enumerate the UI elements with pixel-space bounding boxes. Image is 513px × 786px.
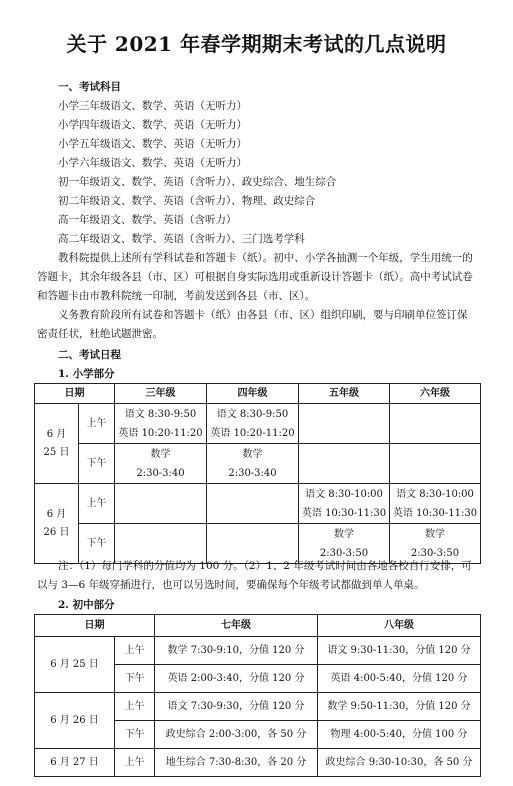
empty-cell bbox=[390, 444, 481, 484]
table-row bbox=[35, 749, 481, 777]
date-cell: 6 月 25 日 bbox=[35, 404, 79, 484]
middle-schedule-table bbox=[34, 614, 481, 777]
subheading-primary: 1. 小学部分 bbox=[58, 368, 115, 380]
schedule-cell: 政史综合 2:00-3:00，各 50 分 bbox=[155, 721, 318, 749]
date-cell: 6 月 27 日 bbox=[35, 749, 115, 777]
table-row bbox=[35, 693, 481, 721]
section-heading-schedule: 二、考试日程 bbox=[58, 349, 121, 361]
subject-item: 高二年级语文、数学、英语（含听力）、三门选考学科 bbox=[58, 233, 305, 245]
schedule-cell: 语文 8:30-10:00 英语 10:30-11:30 bbox=[390, 484, 481, 524]
section-heading-subjects: 一、考试科目 bbox=[58, 81, 121, 93]
subject-item: 高一年级语文、数学、英语（含听力） bbox=[58, 214, 237, 226]
date-cell: 6 月 26 日 bbox=[35, 693, 115, 749]
half-day-cell: 上午 bbox=[115, 637, 155, 665]
schedule-cell: 数学 7:30-9:10，分值 120 分 bbox=[155, 637, 318, 665]
table-row bbox=[35, 404, 481, 444]
subject-item: 初二年级语文、数学、英语（含听力）、物理、政史综合 bbox=[58, 195, 316, 207]
header-grade8: 八年级 bbox=[318, 615, 481, 637]
schedule-cell: 地生综合 7:30-8:30，各 20 分 bbox=[155, 749, 318, 777]
header-date: 日期 bbox=[35, 615, 155, 637]
empty-cell bbox=[115, 484, 207, 524]
subject-item: 小学六年级语文、数学、英语（无听力） bbox=[58, 157, 247, 169]
schedule-cell: 数学 9:50-11:30，分值 120 分 bbox=[318, 693, 481, 721]
header-grade6: 六年级 bbox=[390, 384, 481, 404]
schedule-cell: 语文 7:30-9:30，分值 120 分 bbox=[155, 693, 318, 721]
table-header-row bbox=[35, 615, 481, 637]
paragraph-papers: 教科院提供上述所有学科试卷和答题卡（纸）。初中、小学各抽测一个年级，学生用统一的答题卡，其余年级各县（市、区）可根据自身实际选用或重新设计答题卡（纸）。高中考试试卷和答题卡由市教科院统一印制，考前发送到各县（市、区）。 bbox=[37, 252, 473, 302]
empty-cell bbox=[207, 484, 299, 524]
subject-item: 小学五年级语文、数学、英语（无听力） bbox=[58, 138, 247, 150]
schedule-cell: 数学 2:30-3:40 bbox=[115, 444, 207, 484]
schedule-cell: 英语 4:00-5:40，分值 120 分 bbox=[318, 665, 481, 693]
schedule-cell: 语文 8:30-9:50 英语 10:20-11:20 bbox=[207, 404, 299, 444]
subheading-middle: 2. 初中部分 bbox=[58, 599, 115, 611]
half-day-cell: 下午 bbox=[115, 665, 155, 693]
subject-item: 初一年级语文、数学、英语（含听力）、政史综合、地生综合 bbox=[58, 176, 337, 188]
subject-item: 小学三年级语文、数学、英语（无听力） bbox=[58, 100, 247, 112]
half-day-cell: 下午 bbox=[115, 721, 155, 749]
paragraph-printing: 义务教育阶段所有试卷和答题卡（纸）由各县（市、区）组织印刷，要与印刷单位签订保密责任状，杜绝试题泄密。 bbox=[37, 309, 468, 340]
table-header-row bbox=[35, 384, 481, 404]
header-grade5: 五年级 bbox=[299, 384, 390, 404]
primary-schedule-table bbox=[34, 383, 481, 564]
header-grade4: 四年级 bbox=[207, 384, 299, 404]
header-grade7: 七年级 bbox=[155, 615, 318, 637]
half-day-cell: 下午 bbox=[79, 524, 115, 564]
empty-cell bbox=[299, 444, 390, 484]
date-cell: 6 月 25 日 bbox=[35, 637, 115, 693]
schedule-cell: 物理 4:00-5:40，分值 100 分 bbox=[318, 721, 481, 749]
empty-cell bbox=[390, 404, 481, 444]
schedule-cell: 数学 2:30-3:40 bbox=[207, 444, 299, 484]
half-day-cell: 上午 bbox=[115, 749, 155, 777]
schedule-cell: 政史综合 9:30-10:30，各 50 分 bbox=[318, 749, 481, 777]
half-day-cell: 下午 bbox=[79, 444, 115, 484]
schedule-cell: 数学 2:30-3:50 bbox=[390, 524, 481, 564]
empty-cell bbox=[299, 404, 390, 444]
half-day-cell: 上午 bbox=[79, 484, 115, 524]
table-row bbox=[35, 444, 481, 484]
page-title: 关于 2021 年春学期期末考试的几点说明 bbox=[66, 32, 447, 56]
schedule-cell: 数学 2:30-3:50 bbox=[299, 524, 390, 564]
schedule-note: 注：（1）每门学科的分值均为 100 分。（2）1、2 年级考试时间由各地各校自行安排，可以与 3—6 年级穿插进行，也可以另选时间，要确保每个年级考试都做到单人单桌。 bbox=[37, 560, 472, 591]
header-date: 日期 bbox=[35, 384, 115, 404]
half-day-cell: 上午 bbox=[79, 404, 115, 444]
schedule-cell: 英语 2:00-3:40，分值 120 分 bbox=[155, 665, 318, 693]
subject-item: 小学四年级语文、数学、英语（无听力） bbox=[58, 119, 247, 131]
header-grade3: 三年级 bbox=[115, 384, 207, 404]
schedule-cell: 语文 8:30-9:50 英语 10:20-11:20 bbox=[115, 404, 207, 444]
schedule-cell: 语文 8:30-10:00 英语 10:30-11:30 bbox=[299, 484, 390, 524]
schedule-cell: 语文 9:30-11:30，分值 120 分 bbox=[318, 637, 481, 665]
date-cell: 6 月 26 日 bbox=[35, 484, 79, 564]
table-row bbox=[35, 484, 481, 524]
table-row bbox=[35, 637, 481, 665]
half-day-cell: 上午 bbox=[115, 693, 155, 721]
